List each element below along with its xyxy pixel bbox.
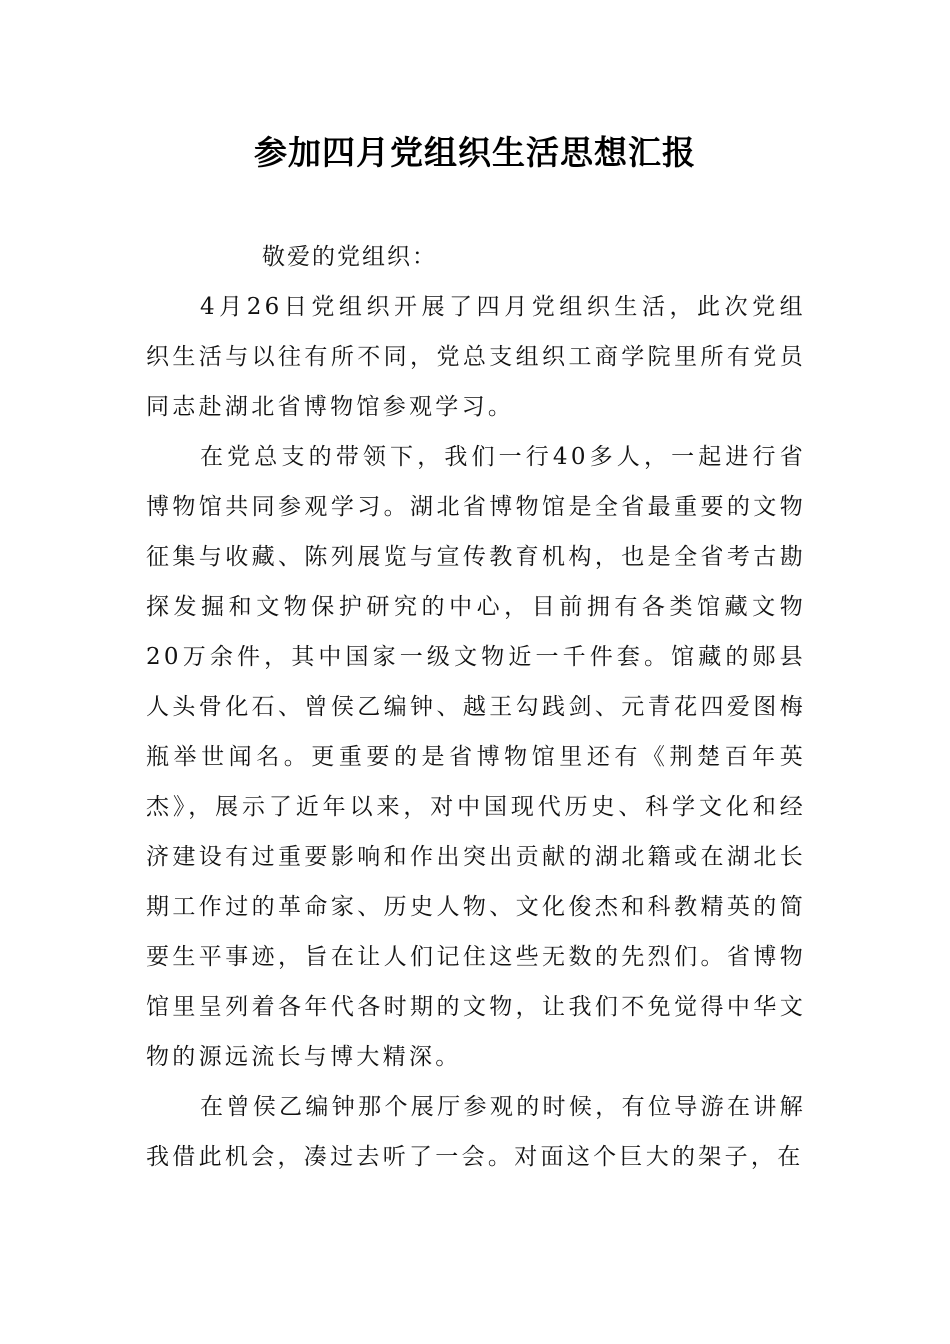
document-title: 参加四月党组织生活思想汇报 [254, 133, 696, 172]
document-body [146, 232, 806, 1182]
salutation: 敬爱的党组织： [262, 244, 437, 270]
paragraph-1: 4月26日党组织开展了四月党组织生活，此次党组织生活与以往有所不同，党总支组织工商学院里所有党员同志赴湖北省博物馆参观学习。 [146, 294, 806, 420]
paragraph-3: 在曾侯乙编钟那个展厅参观的时候，有位导游在讲解我借此机会，凑过去听了一会。对面这个巨大的架子，在 [146, 1094, 806, 1170]
paragraph-2: 在党总支的带领下，我们一行40多人，一起进行省博物馆共同参观学习。湖北省博物馆是全省最重要的文物征集与收藏、陈列展览与宣传教育机构，也是全省考古勘探发掘和文物保护研究的中心，目前拥有各类馆藏文物20万余件，其中国家一级文物近一千件套。馆藏的郧县人头骨化石、曾侯乙编钟、越王勾践剑、元青花四爱图梅瓶举世闻名。更重要的是省博物馆里还有《荆楚百年英杰》，展示了近年以来，对中国现代历史、科学文化和经济建设有过重要影响和作出突出贡献的湖北籍或在湖北长期工作过的革命家、历史人物、文化俊杰和科教精英的简要生平事迹，旨在让人们记住这些无数的先烈们。省博物馆里呈列着各年代各时期的文物，让我们不免觉得中华文物的源远流长与博大精深。 [146, 444, 806, 1070]
